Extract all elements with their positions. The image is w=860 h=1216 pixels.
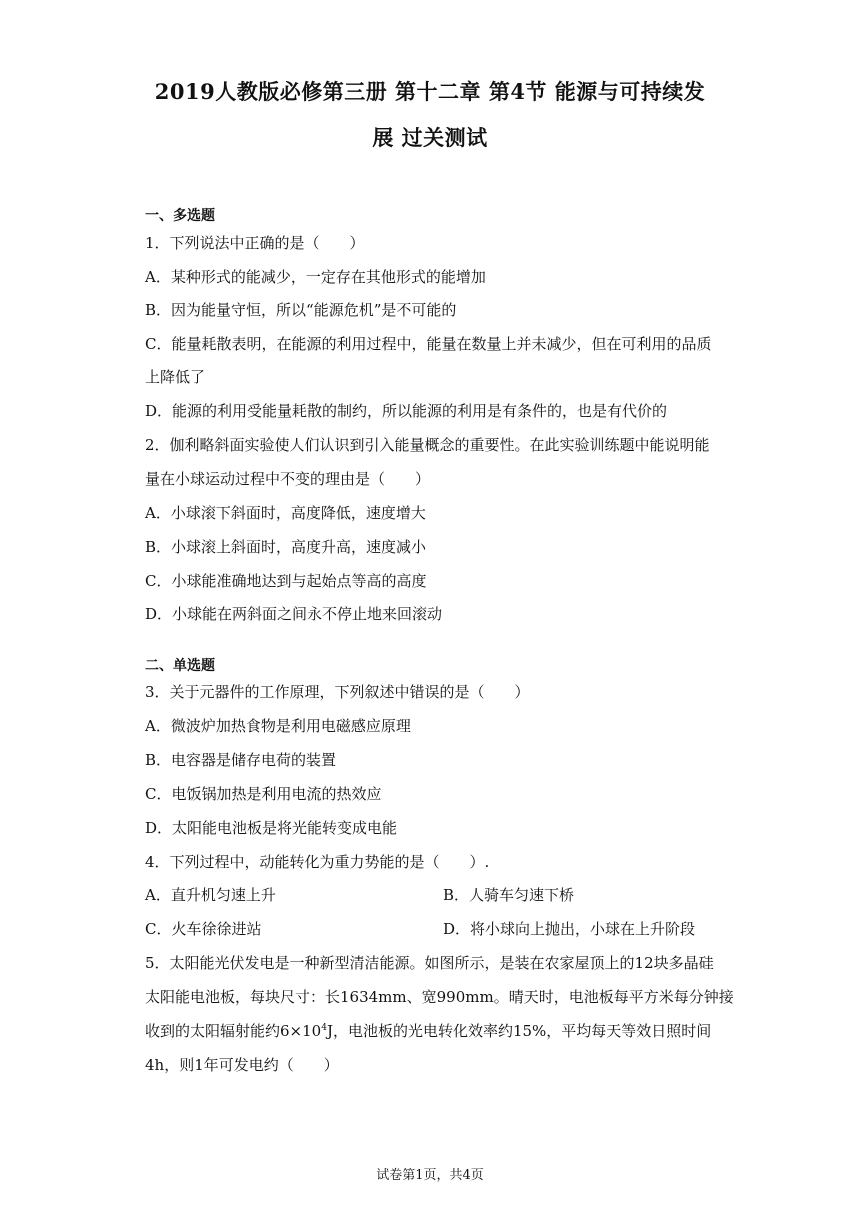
formula-exponent: 4 [321, 1023, 327, 1033]
question-1-option-a: A．某种形式的能减少，一定存在其他形式的能增加 [145, 268, 486, 286]
page-footer: 试卷第1页，共4页 [376, 1168, 484, 1183]
question-2-option-a: A．小球滚下斜面时，高度降低，速度增大 [145, 504, 426, 522]
page-title-line2: 展 过关测试 [372, 125, 488, 150]
formula-unit: J [326, 1022, 333, 1040]
question-1-option-d: D．能源的利用受能量耗散的制约，所以能源的利用是有条件的，也是有代价的 [145, 402, 668, 420]
solar-energy-formula [280, 1022, 333, 1040]
question-4-option-c: C．火车徐徐进站 [145, 920, 262, 938]
question-1-option-c-cont: 上降低了 [145, 368, 206, 386]
question-5-line3-text-b: ，电池板的光电转化效率约15%，平均每天等效日照时间 [332, 1022, 712, 1040]
page-title-line1: 2019人教版必修第三册 第十二章 第4节 能源与可持续发 [154, 79, 706, 104]
question-3-stem: 3．关于元器件的工作原理，下列叙述中错误的是（ ） [145, 683, 530, 701]
question-4-option-d: D．将小球向上抛出，小球在上升阶段 [443, 920, 696, 938]
question-2-option-d: D．小球能在两斜面之间永不停止地来回滚动 [145, 605, 443, 623]
question-5-line4: 4h，则1年可发电约（ ） [145, 1056, 339, 1074]
question-1-stem: 1．下列说法中正确的是（ ） [145, 234, 365, 252]
question-1-option-c: C．能量耗散表明，在能源的利用过程中，能量在数量上并未减少，但在可利用的品质 [145, 335, 712, 353]
question-5-line3-text-a: 收到的太阳辐射能约 [145, 1022, 281, 1040]
question-4-option-a: A．直升机匀速上升 [145, 886, 276, 904]
question-3-option-a: A．微波炉加热食物是利用电磁感应原理 [145, 717, 411, 735]
question-2-stem-cont: 量在小球运动过程中不变的理由是（ ） [145, 470, 431, 488]
question-3-option-b: B．电容器是储存电荷的装置 [145, 751, 337, 769]
section-heading-multiple-choice: 一、多选题 [145, 208, 215, 224]
question-3-option-c: C．电饭锅加热是利用电流的热效应 [145, 785, 382, 803]
question-2-stem: 2．伽利略斜面实验使人们认识到引入能量概念的重要性。在此实验训练题中能说明能 [145, 436, 710, 454]
question-2-option-c: C．小球能准确地达到与起始点等高的高度 [145, 572, 427, 590]
question-2-option-b: B．小球滚上斜面时，高度升高，速度减小 [145, 538, 427, 556]
question-4-option-b: B．人骑车匀速下桥 [443, 886, 575, 904]
question-4-stem: 4．下列过程中，动能转化为重力势能的是（ ）. [145, 853, 490, 871]
section-heading-single-choice: 二、单选题 [145, 658, 215, 674]
question-5-line2: 太阳能电池板，每块尺寸：长1634mm、宽990mm。晴天时，电池板每平方米每分钟接 [145, 988, 734, 1006]
question-5-line1: 5．太阳能光伏发电是一种新型清洁能源。如图所示，是装在农家屋顶上的12块多晶硅 [145, 954, 714, 972]
question-3-option-d: D．太阳能电池板是将光能转变成电能 [145, 819, 398, 837]
question-1-option-b: B．因为能量守恒，所以“能源危机”是不可能的 [145, 301, 457, 319]
question-5-line3 [145, 1020, 711, 1041]
formula-coefficient: 6×10 [280, 1022, 322, 1040]
